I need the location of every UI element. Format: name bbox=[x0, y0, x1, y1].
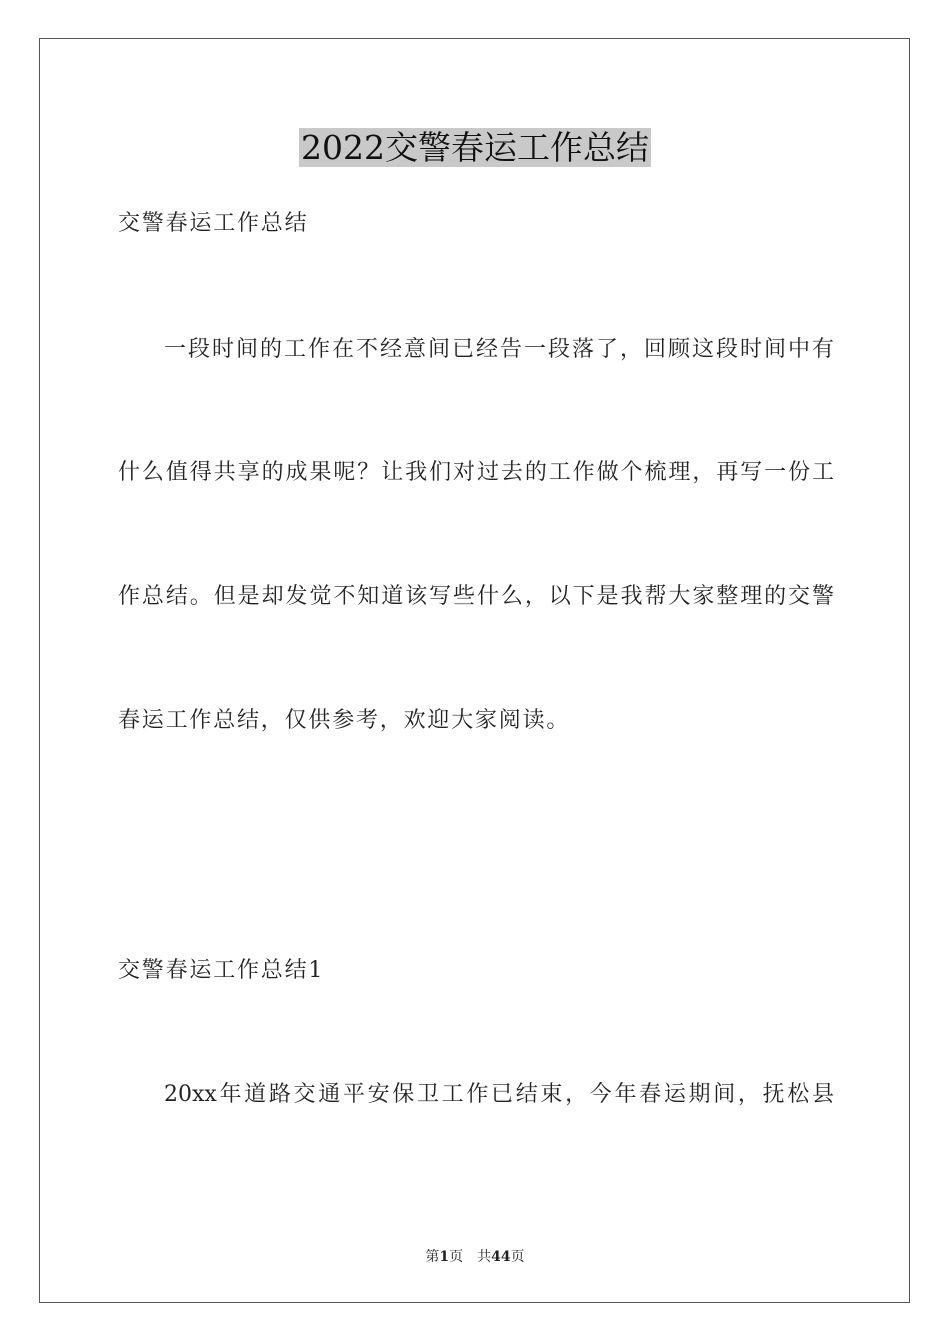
section-first-line: 20xx年道路交通平安保卫工作已结束，今年春运期间，抚松县 bbox=[164, 1082, 834, 1107]
document-title bbox=[0, 126, 950, 170]
intro-line-1: 一段时间的工作在不经意间已经告一段落了，回顾这段时间中有 bbox=[164, 337, 834, 362]
document-subtitle: 交警春运工作总结 bbox=[118, 211, 309, 236]
intro-line-2: 什么值得共享的成果呢？让我们对过去的工作做个梳理，再写一份工 bbox=[118, 460, 834, 485]
intro-line-4: 春运工作总结，仅供参考，欢迎大家阅读。 bbox=[118, 708, 571, 733]
section-heading: 交警春运工作总结1 bbox=[118, 958, 325, 983]
page-footer bbox=[0, 1247, 950, 1267]
footer-total-suffix: 页 bbox=[510, 1249, 525, 1265]
footer-page-suffix: 页 bbox=[449, 1249, 464, 1265]
footer-page-prefix: 第 bbox=[425, 1249, 440, 1265]
intro-line-3: 作总结。但是却发觉不知道该写些什么，以下是我帮大家整理的交警 bbox=[118, 584, 834, 609]
footer-total-prefix: 共 bbox=[477, 1249, 492, 1265]
footer-page-number: 1 bbox=[439, 1249, 450, 1265]
footer-total-pages: 44 bbox=[491, 1249, 511, 1265]
document-title-text: 2022交警春运工作总结 bbox=[301, 128, 649, 167]
